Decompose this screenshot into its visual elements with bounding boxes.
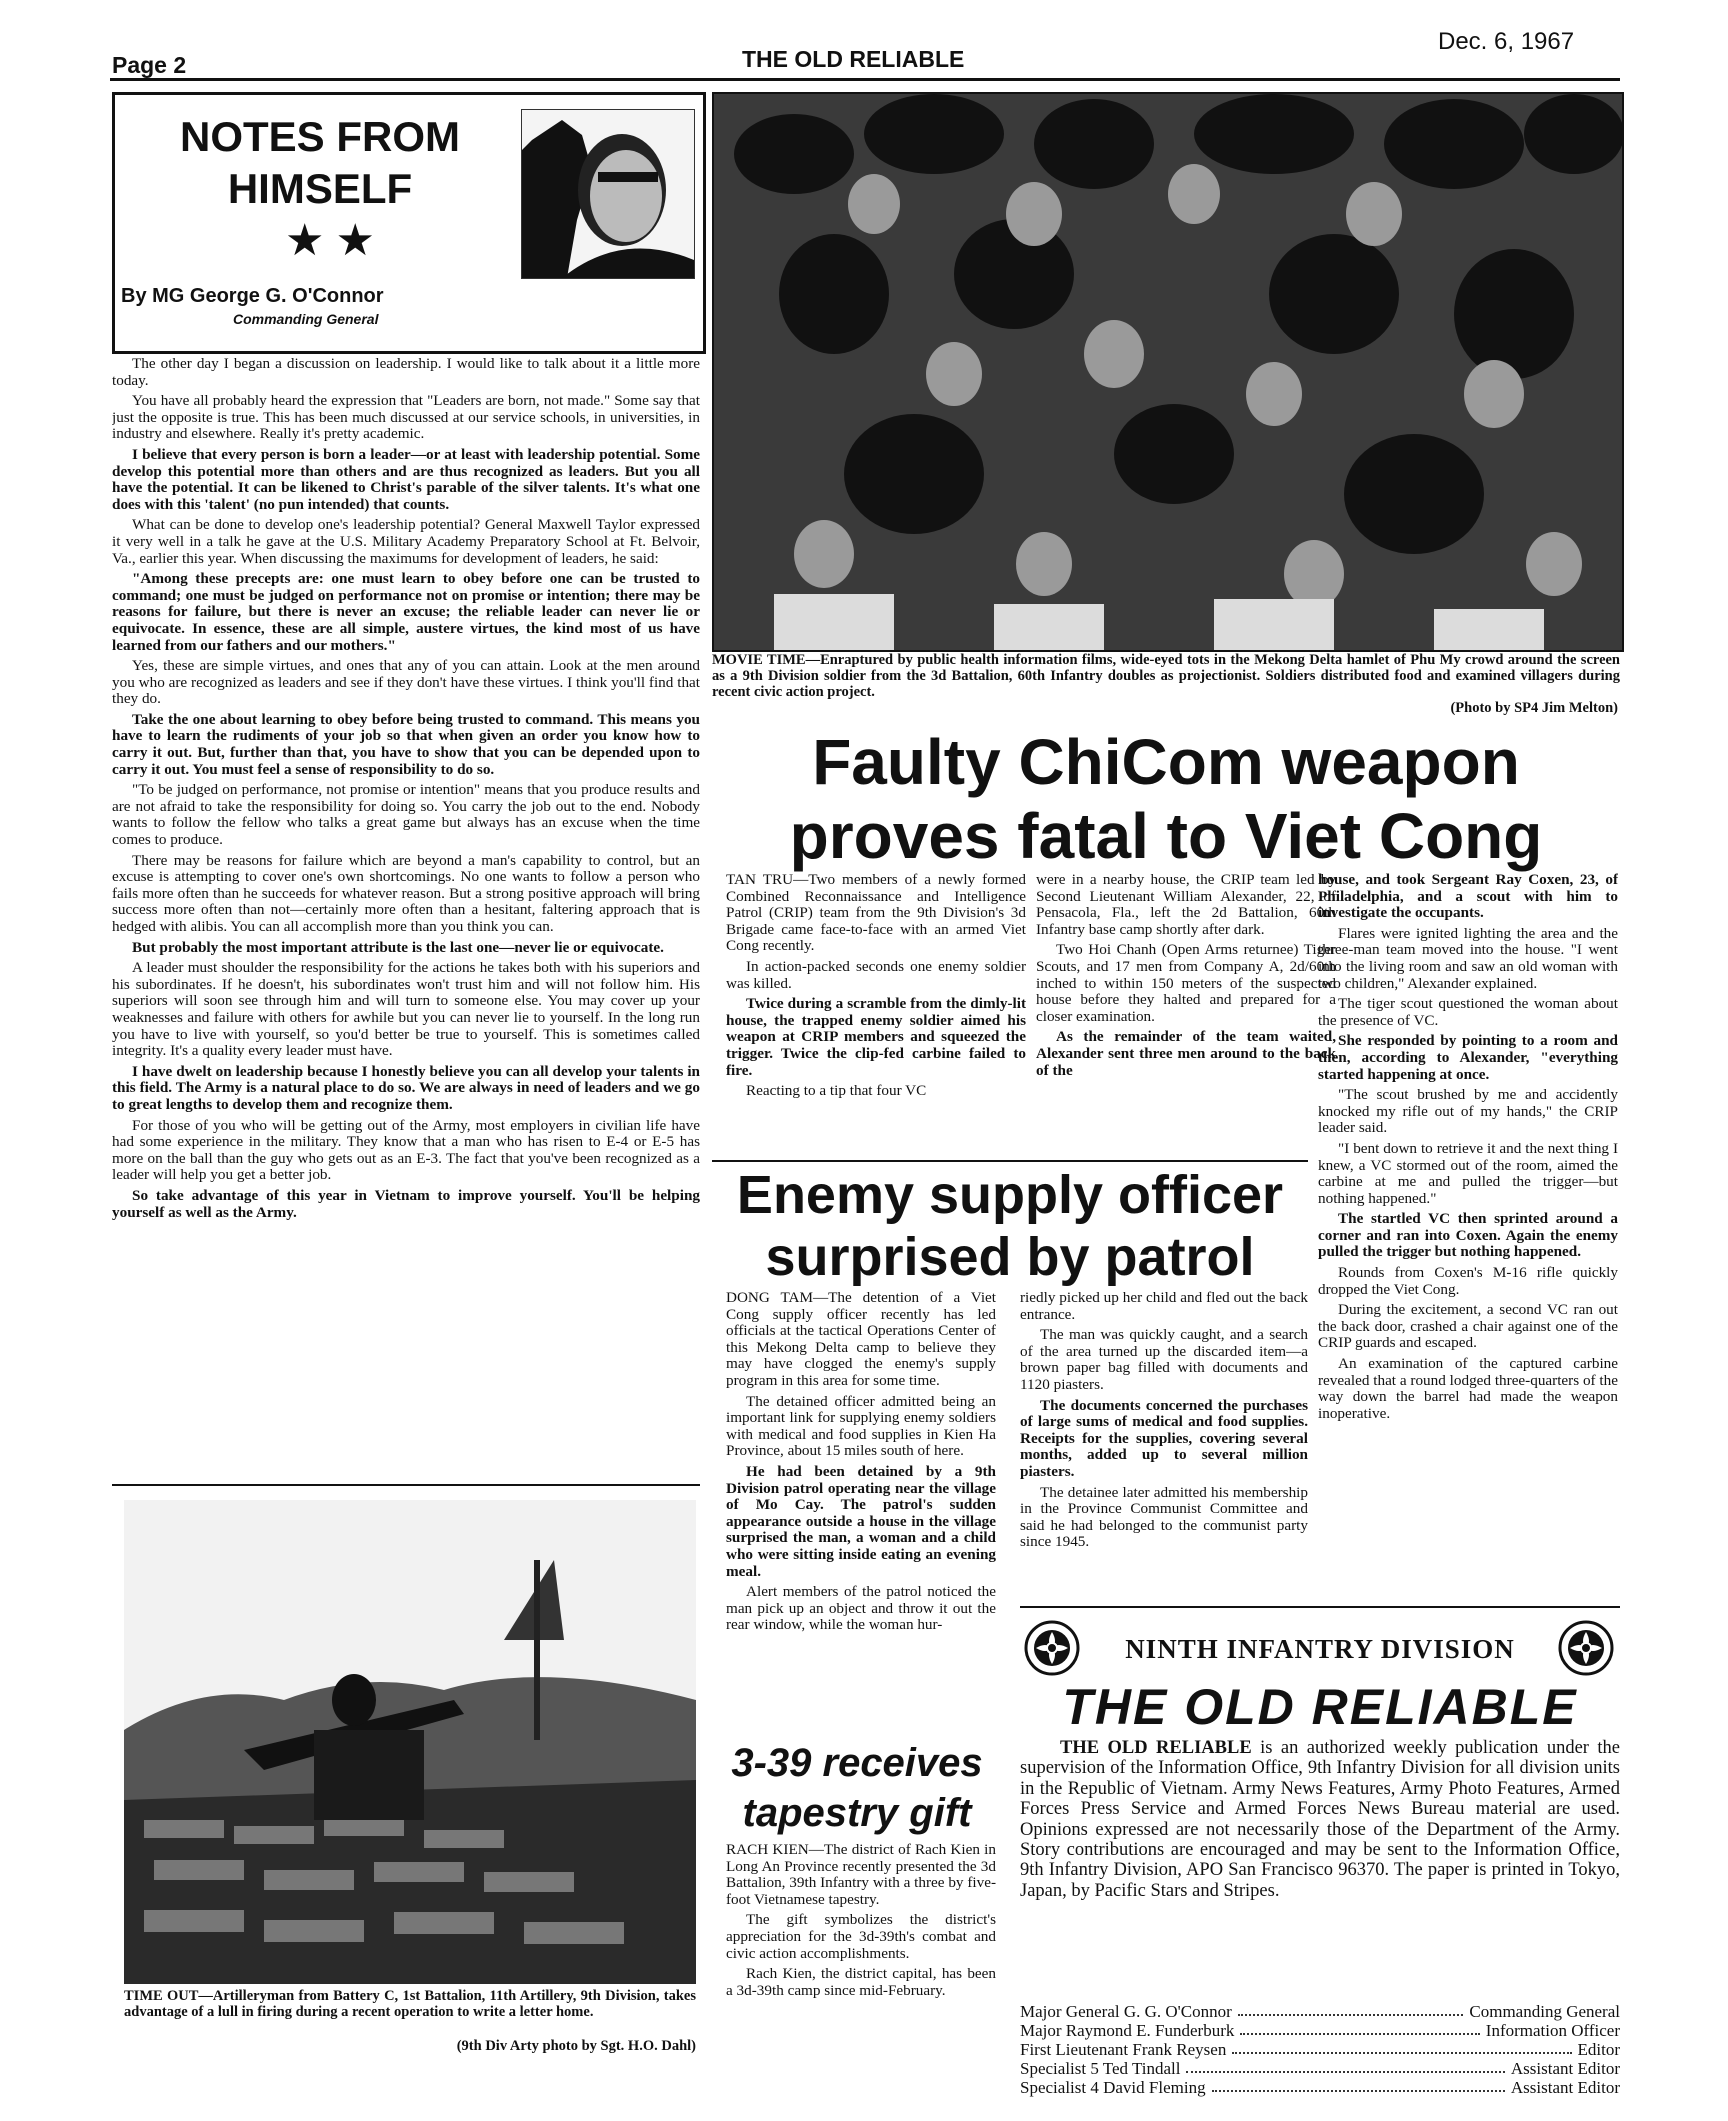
masthead xyxy=(1020,1614,1620,2104)
notes-title-line2: HIMSELF xyxy=(227,165,413,212)
staff-row xyxy=(1020,2002,1620,2021)
chicom-paragraph: As the remainder of the team waited, Alexander sent three men around to the back of the xyxy=(1036,1028,1336,1079)
staff-name: Major General G. G. O'Connor xyxy=(1020,2002,1232,2021)
supply-paragraph: The documents concerned the purchases of large sums of medical and food supplies. Receipts for the supplies, covering several months, added up to several million piasters. xyxy=(1020,1396,1308,1480)
editorial-paragraph: "To be judged on performance, not promise or intention" means that you produce results and are not afraid to take the responsibility for doing so. You carry the job out to the end. Nobody wants to follow the fellow who talks a great game but always has an excuse when the time comes to produce. xyxy=(112,781,700,849)
stars-icon: ★ ★ xyxy=(285,216,375,265)
supply-paragraph: He had been detained by a 9th Division patrol operating near the village of Mo Cay. The patrol's sudden appearance outside a house in the village surprised the man, a woman and a child who were sitting inside eating an evening meal. xyxy=(726,1462,996,1580)
chicom-paragraph: Twice during a scramble from the dimly-lit house, the trapped enemy soldier aimed his weapon at CRIP members and squeezed the trigger. Twice the clip-fed carbine failed to fire. xyxy=(726,995,1026,1079)
editorial-paragraph: What can be done to develop one's leadership potential? General Maxwell Taylor expressed it very well in a talk he gave at the U.S. Military Academy Preparatory School at Ft. Belvoir, Va., earlier this year. When discussing the maximums for development of leaders, he said: xyxy=(112,516,700,567)
paper-name: THE OLD RELIABLE xyxy=(742,46,965,72)
chicom-paragraph: In action-packed seconds one enemy soldier was killed. xyxy=(726,957,1026,992)
chicom-paragraph: She responded by pointing to a room and then, according to Alexander, "everything started happening at once. xyxy=(1318,1032,1618,1083)
staff-name: Major Raymond E. Funderburk xyxy=(1020,2021,1235,2040)
chicom-paragraph: The startled VC then sprinted around a corner and ran into Coxen. Again the enemy pulled the trigger but nothing happened. xyxy=(1318,1210,1618,1261)
chicom-paragraph: "The scout brushed by me and accidently knocked my rifle out of my hands," the CRIP leader said. xyxy=(1318,1086,1618,1137)
division-insignia-icon xyxy=(1558,1620,1614,1676)
staff-role: Information Officer xyxy=(1485,2021,1620,2040)
editorial-paragraph: Yes, these are simple virtues, and ones that any of you can attain. Look at the men around you who are recognized as leaders and see if they don't have these virtues. I think you'll find that they do. xyxy=(112,657,700,708)
editorial-paragraph: But probably the most important attribute is the last one—never lie or equivocate. xyxy=(132,938,664,956)
supply-paragraph: riedly picked up her child and fled out the back entrance. xyxy=(1020,1290,1308,1323)
artillery-credit: (9th Div Arty photo by Sgt. H.O. Dahl) xyxy=(456,2038,696,2054)
division-insignia-icon xyxy=(1024,1620,1080,1676)
chicom-paragraph: Flares were ignited lighting the area and the three-man team moved into the house. "I went into the living room and saw an old woman with two children," Alexander explained. xyxy=(1318,924,1618,992)
chicom-paragraph: Rounds from Coxen's M-16 rifle quickly dropped the Viet Cong. xyxy=(1318,1264,1618,1298)
masthead-staff xyxy=(1020,2002,1620,2097)
staff-row xyxy=(1020,2059,1620,2078)
page-number: Page 2 xyxy=(112,52,187,78)
staff-role: Assistant Editor xyxy=(1510,2059,1620,2078)
editorial-paragraph: The other day I began a discussion on leadership. I would like to talk about it a little more today. xyxy=(112,356,700,389)
artillery-caption: TIME OUT—Artilleryman from Battery C, 1st Battalion, 11th Artillery, 9th Division, takes advantage of a lull in firing during a recent operation to write a letter home. xyxy=(124,1988,696,2020)
chicom-column-2 xyxy=(1036,872,1336,1154)
notes-role: Commanding General xyxy=(233,311,379,327)
staff-name: Specialist 5 Ted Tindall xyxy=(1020,2059,1181,2078)
tapestry-paragraph: RACH KIEN—The district of Rach Kien in Long An Province recently presented the 3d Battalion, 39th Infantry with a three by five-foot Vietnamese tapestry. xyxy=(726,1842,996,1908)
supply-end-rule xyxy=(1020,1606,1620,1608)
chicom-paragraph: house, and took Sergeant Ray Coxen, 23, of Philadelphia, and a scout with him to investigate the occupants. xyxy=(1318,872,1618,922)
staff-row xyxy=(1020,2078,1620,2097)
supply-paragraph: Alert members of the patrol noticed the man pick up an object and throw it out the rear window, while the woman hur- xyxy=(726,1583,996,1634)
editorial-paragraph: There may be reasons for failure which are beyond a man's capability to control, but an excuse is attempting to cover one's own shortcomings. No one wants to follow a person who fails more often than he succeeds for whatever reason. But a strong positive approach will bring success more often than not—certainly more often than a hesitant, faltering approach that is hedged with alibis. You can all accomplish more than you think you can. xyxy=(112,851,700,935)
staff-role: Commanding General xyxy=(1469,2002,1620,2021)
artillery-photo xyxy=(124,1500,696,1984)
staff-role: Assistant Editor xyxy=(1510,2078,1620,2097)
header-rule xyxy=(110,78,1620,81)
chicom-end-rule xyxy=(712,1160,1308,1162)
masthead-title: THE OLD RELIABLE xyxy=(1062,1679,1578,1735)
movie-photo xyxy=(712,92,1624,652)
tapestry-paragraph: Rach Kien, the district capital, has been a 3d-39th camp since mid-February. xyxy=(726,1965,996,1999)
chicom-paragraph: TAN TRU—Two members of a newly formed Combined Reconnaissance and Intelligence Patrol (CRIP) team from the 9th Division's 3d Brigade came face-to-face with an armed Viet Cong recently. xyxy=(726,872,1026,955)
supply-headline-line1: Enemy supply officer xyxy=(736,1165,1284,1225)
chicom-paragraph: During the excitement, a second VC ran out the back door, crashed a chair against one of the CRIP guards and escaped. xyxy=(1318,1301,1618,1352)
tapestry-column xyxy=(726,1842,996,2092)
tapestry-headline-line1: 3-39 receives xyxy=(731,1741,983,1785)
editorial-paragraph: Take the one about learning to obey before being trusted to command. This means you have to learn the rudiments of your job so that when given an order you know how to carry it out. But, further than that, you have to show that you can be depended upon to carry it out. You must feel a sense of responsibility to do so. xyxy=(112,710,700,778)
editorial-paragraph: For those of you who will be getting out of the Army, most employers in civilian life have had some experience in the military. They know that a man who has risen to E-4 or E-5 has more on the ball than the guy who gets out as an E-3. The fact that you've been recognized as a leader will help you get a better job. xyxy=(112,1116,700,1184)
tapestry-headline-line2: tapestry gift xyxy=(742,1791,972,1835)
chicom-paragraph: An examination of the captured carbine revealed that a round lodged three-quarters of the way down the barrel had made the weapon inoperative. xyxy=(1318,1355,1618,1422)
staff-row xyxy=(1020,2040,1620,2059)
editorial-paragraph: You have all probably heard the expression that "Leaders are born, not made." Some say that just the opposite is true. This has been much discussed at our service schools, in universities, in industry and elsewhere. Really it's pretty academic. xyxy=(112,392,700,443)
supply-column-2 xyxy=(1020,1290,1308,1600)
masthead-body: is an authorized weekly publication under the supervision of the Information Office, 9th Infantry Division for all division units in the Republic of Vietnam. Army News Features, Army Photo Features, Armed Forces Press Service and Armed Forces News Bureau material are used. Opinions expressed are not necessarily those of the Department of the Army. Story contributions are encouraged and may be sent to the Information Office, 9th Infantry Division, APO San Francisco 96370. The paper is printed in Tokyo, Japan, by Pacific Stars and Stripes. xyxy=(1020,1738,1620,1901)
supply-paragraph: The detained officer admitted being an important link for supplying enemy soldiers with medical and food supplies in Kien Ha Province, about 15 miles south of here. xyxy=(726,1392,996,1460)
chicom-paragraph: Two Hoi Chanh (Open Arms returnee) Tiger Scouts, and 17 men from Company A, 2d/60th inched to within 150 meters of the suspected house before they halted and prepared for a closer examination. xyxy=(1036,941,1336,1025)
editorial-paragraph: A leader must shoulder the responsibility for the actions he takes both with his superiors and his subordinates. If he doesn't, his subordinates won't trust him and will not follow him. His superiors will soon see through him and will turn to someone else. You may cover up your weaknesses and failure with others for awhile but you can never lie to yourself. In the long run you have to live with yourself, so you'd better be true to yourself. This is sometimes called integrity. It's a quality every leader must have. xyxy=(112,959,700,1060)
issue-date: Dec. 6, 1967 xyxy=(1438,28,1575,55)
editorial-paragraph: So take advantage of this year in Vietnam to improve yourself. You'll be helping yourself as well as the Army. xyxy=(112,1186,700,1221)
editorial-paragraph: I have dwelt on leadership because I honestly believe you can all develop your talents in this field. The Army is a natural place to do so. We are always in need of leaders and we go to great lengths to develop them and recognize them. xyxy=(112,1062,700,1113)
chicom-paragraph: Reacting to a tip that four VC xyxy=(746,1082,927,1100)
tapestry-paragraph: The gift symbolizes the district's appreciation for the 3d-39th's combat and civic action accomplishments. xyxy=(726,1911,996,1962)
chicom-paragraph: The tiger scout questioned the woman about the presence of VC. xyxy=(1318,995,1618,1029)
staff-role: Editor xyxy=(1577,2040,1620,2059)
chicom-paragraph: "I bent down to retrieve it and the next thing I knew, a VC stormed out of the room, aimed the carbine at me and pulled the trigger—but nothing happened." xyxy=(1318,1139,1618,1207)
notes-title-line1: NOTES FROM xyxy=(180,113,460,160)
chicom-column-3 xyxy=(1318,872,1618,1612)
supply-column-1 xyxy=(726,1290,996,1732)
staff-name: First Lieutenant Frank Reysen xyxy=(1020,2040,1227,2059)
editorial-end-rule xyxy=(112,1484,700,1486)
supply-paragraph: DONG TAM—The detention of a Viet Cong supply officer recently has led officials at the tactical Operations Center of this Mekong Delta camp to believe they may have clogged the enemy's supply program in this area for some time. xyxy=(726,1290,996,1389)
portrait-photo xyxy=(521,109,695,279)
masthead-lead: THE OLD RELIABLE xyxy=(1060,1738,1252,1758)
chicom-column-1 xyxy=(726,872,1026,1154)
supply-paragraph: The man was quickly caught, and a search of the area turned up the discarded item—a brown paper bag filled with documents and 1120 piasters. xyxy=(1020,1326,1308,1393)
editorial-paragraph: I believe that every person is born a leader—or at least with leadership potential. Some develop this potential more than others and are thus recognized as leaders. But you all have the potential. It can be likened to Christ's parable of the silver talents. It's what one does with this 'talent' (no pun intended) that counts. xyxy=(112,445,700,513)
editorial-column xyxy=(112,356,700,1478)
supply-paragraph: The detainee later admitted his membership in the Province Communist Committee and said he had belonged to the communist party since 1945. xyxy=(1020,1483,1308,1551)
masthead-statement xyxy=(1020,1738,1620,1901)
staff-row xyxy=(1020,2021,1620,2040)
notes-box xyxy=(112,92,706,354)
chicom-paragraph: were in a nearby house, the CRIP team led by Second Lieutenant William Alexander, 22, of Pensacola, Fla., left the 2d Battalion, 60th Infantry base camp shortly after dark. xyxy=(1036,872,1336,938)
chicom-headline-line2: proves fatal to Viet Cong xyxy=(789,800,1543,872)
movie-credit: (Photo by SP4 Jim Melton) xyxy=(1450,700,1618,716)
masthead-division: NINTH INFANTRY DIVISION xyxy=(1125,1634,1515,1664)
movie-caption: MOVIE TIME—Enraptured by public health information films, wide-eyed tots in the Mekong Delta hamlet of Phu My crowd around the screen as a 9th Division soldier from the 3d Battalion, 60th Infantry doubles as projectionist. Soldiers distributed food and examined villagers during recent civic action project. xyxy=(712,652,1620,700)
notes-byline: By MG George G. O'Connor xyxy=(121,285,384,307)
staff-name: Specialist 4 David Fleming xyxy=(1020,2078,1206,2097)
supply-headline-line2: surprised by patrol xyxy=(765,1227,1255,1287)
chicom-headline-line1: Faulty ChiCom weapon xyxy=(812,726,1520,798)
editorial-paragraph: "Among these precepts are: one must learn to obey before one can be trusted to command; one must be judged on performance not on promise or intention; there may be reasons for failure, but there is never an excuse; the reliable leader can never lie or equivocate. In essence, these are all simple, austere virtues, the kind most of us have learned from our fathers and our mothers." xyxy=(112,570,700,654)
